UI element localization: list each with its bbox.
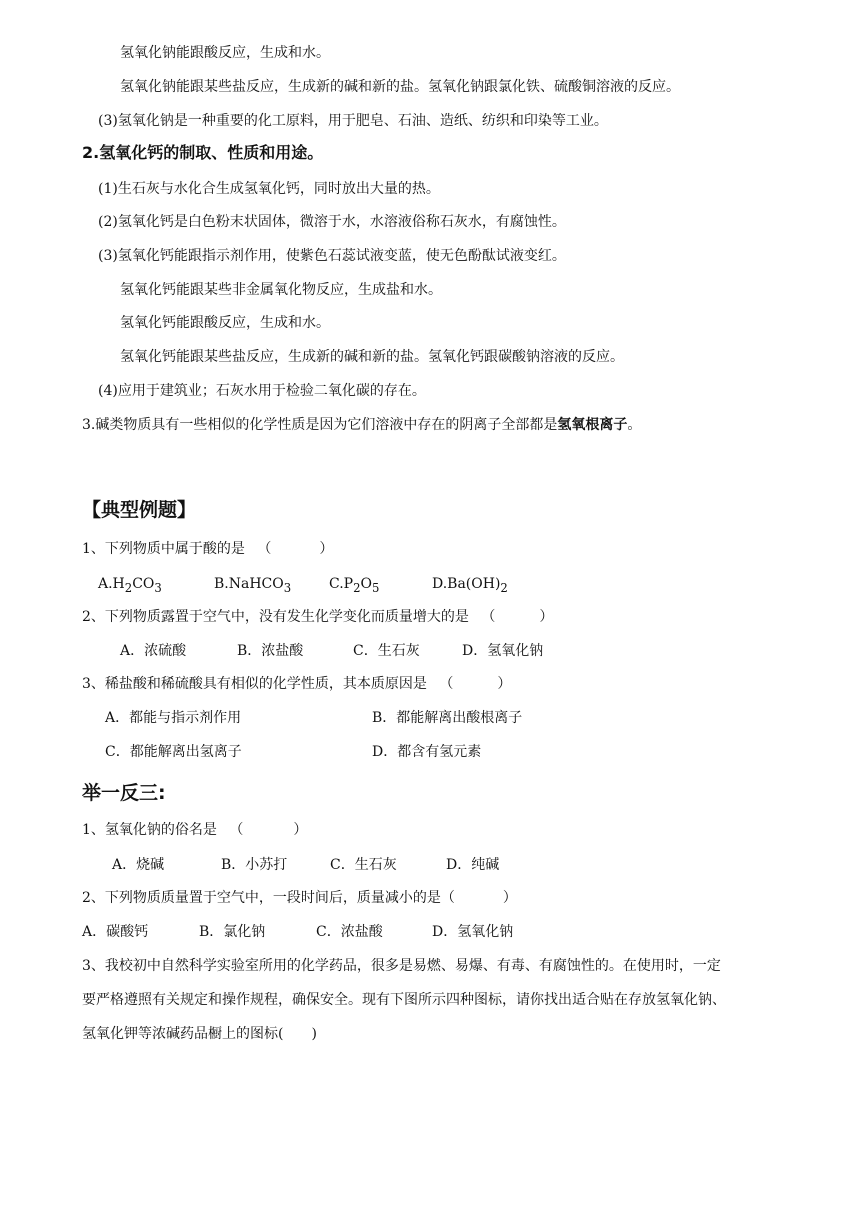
example-q3-option-b[interactable]: B．都能解离出酸根离子 bbox=[372, 710, 523, 726]
caoh2-point-1: (1)生石灰与水化合生成氢氧化钙，同时放出大量的热。 bbox=[98, 181, 440, 197]
example-q3 bbox=[82, 675, 511, 693]
example-q1-option-c[interactable]: $C.P_2O_5$ bbox=[329, 576, 380, 595]
base-property-end: 。 bbox=[627, 417, 642, 433]
practice-q1 bbox=[82, 821, 307, 839]
naoh-acid-reaction: 氢氧化钠能跟酸反应，生成和水。 bbox=[120, 45, 330, 61]
practice-q1-stem: 1、氢氧化钠的俗名是 bbox=[82, 822, 217, 838]
example-q1-option-a[interactable]: $A.H_2CO_3$ bbox=[98, 576, 162, 595]
practice-q2-option-a[interactable]: A．碳酸钙 bbox=[82, 924, 149, 940]
example-q3-option-a[interactable]: A．都能与指示剂作用 bbox=[105, 710, 242, 726]
example-q1-paren-open: （ bbox=[257, 541, 272, 557]
example-q2 bbox=[82, 608, 553, 626]
caoh2-point-2: (2)氢氧化钙是白色粉末状固体，微溶于水，水溶液俗称石灰水，有腐蚀性。 bbox=[98, 214, 566, 230]
example-q2-paren-open: （ bbox=[481, 609, 496, 625]
practice-q2-option-c[interactable]: C．浓盐酸 bbox=[316, 924, 383, 940]
practice-q1-option-c[interactable]: C．生石灰 bbox=[330, 857, 397, 873]
example-q2-option-c[interactable]: C．生石灰 bbox=[353, 643, 420, 659]
example-q2-option-d[interactable]: D．氢氧化钠 bbox=[462, 643, 544, 659]
practice-q1-option-d[interactable]: D．纯碱 bbox=[446, 857, 500, 873]
practice-heading: 举一反三: bbox=[82, 782, 166, 804]
caoh2-point-5: 氢氧化钙能跟酸反应，生成和水。 bbox=[120, 315, 330, 331]
practice-q1-paren-close: ） bbox=[293, 822, 308, 838]
practice-q2-paren-close: ） bbox=[502, 890, 517, 906]
example-q2-option-b[interactable]: B．浓盐酸 bbox=[237, 643, 304, 659]
example-q3-paren-close: ） bbox=[497, 676, 512, 692]
caoh2-heading: 2.氢氧化钙的制取、性质和用途。 bbox=[82, 143, 324, 162]
practice-q3-stem-end: 氢氧化钾等浓碱药品橱上的图标( bbox=[82, 1026, 284, 1042]
example-q3-option-d[interactable]: D．都含有氢元素 bbox=[372, 744, 482, 760]
example-q1-option-d[interactable]: $D.Ba(OH)_2$ bbox=[432, 576, 508, 595]
hydroxide-ion-term: 氢氧根离子 bbox=[557, 417, 628, 433]
examples-heading: 【典型例题】 bbox=[82, 499, 197, 521]
example-q1-paren-close: ） bbox=[319, 541, 334, 557]
practice-q3-line-1: 3、我校初中自然科学实验室所用的化学药品，很多是易燃、易爆、有毒、有腐蚀性的。在使用时，一定 bbox=[82, 958, 721, 974]
example-q3-paren-open: （ bbox=[439, 676, 454, 692]
caoh2-point-3: (3)氢氧化钙能跟指示剂作用，使紫色石蕊试液变蓝，使无色酚酞试液变红。 bbox=[98, 248, 566, 264]
practice-q3-line-2: 要严格遵照有关规定和操作规程，确保安全。现有下图所示四种图标，请你找出适合贴在存放氢氧化钠、 bbox=[82, 992, 726, 1008]
practice-q2-stem: 2、下列物质质量置于空气中，一段时间后，质量减小的是（ bbox=[82, 890, 455, 906]
practice-q1-option-a[interactable]: A．烧碱 bbox=[112, 857, 165, 873]
example-q2-stem: 2、下列物质露置于空气中，没有发生化学变化而质量增大的是 bbox=[82, 609, 469, 625]
example-q2-paren-close: ） bbox=[539, 609, 554, 625]
practice-q1-option-b[interactable]: B．小苏打 bbox=[221, 857, 288, 873]
example-q1 bbox=[82, 540, 333, 558]
practice-q3-paren-close: ) bbox=[311, 1026, 317, 1042]
naoh-uses: (3)氢氧化钠是一种重要的化工原料，用于肥皂、石油、造纸、纺织和印染等工业。 bbox=[98, 113, 608, 129]
caoh2-point-7: (4)应用于建筑业；石灰水用于检验二氧化碳的存在。 bbox=[98, 383, 426, 399]
base-common-property bbox=[82, 416, 641, 434]
caoh2-point-4: 氢氧化钙能跟某些非金属氧化物反应，生成盐和水。 bbox=[120, 282, 442, 298]
practice-q3-line-3 bbox=[82, 1025, 317, 1043]
practice-q2 bbox=[82, 889, 517, 907]
base-property-text: 3.碱类物质具有一些相似的化学性质是因为它们溶液中存在的阴离子全部都是 bbox=[82, 417, 558, 433]
practice-q1-paren-open: （ bbox=[229, 822, 244, 838]
naoh-salt-reaction: 氢氧化钠能跟某些盐反应，生成新的碱和新的盐。氢氧化钠跟氯化铁、硫酸铜溶液的反应。 bbox=[120, 79, 680, 95]
practice-q2-option-d[interactable]: D．氢氧化钠 bbox=[432, 924, 514, 940]
example-q1-stem: 1、下列物质中属于酸的是 bbox=[82, 541, 245, 557]
example-q3-option-c[interactable]: C．都能解离出氢离子 bbox=[105, 744, 242, 760]
example-q2-option-a[interactable]: A．浓硫酸 bbox=[120, 643, 187, 659]
example-q1-option-b[interactable]: B.NaHCO$_3$ bbox=[214, 576, 292, 595]
caoh2-point-6: 氢氧化钙能跟某些盐反应，生成新的碱和新的盐。氢氧化钙跟碳酸钠溶液的反应。 bbox=[120, 349, 624, 365]
practice-q2-option-b[interactable]: B．氯化钠 bbox=[199, 924, 266, 940]
example-q3-stem: 3、稀盐酸和稀硫酸具有相似的化学性质，其本质原因是 bbox=[82, 676, 427, 692]
